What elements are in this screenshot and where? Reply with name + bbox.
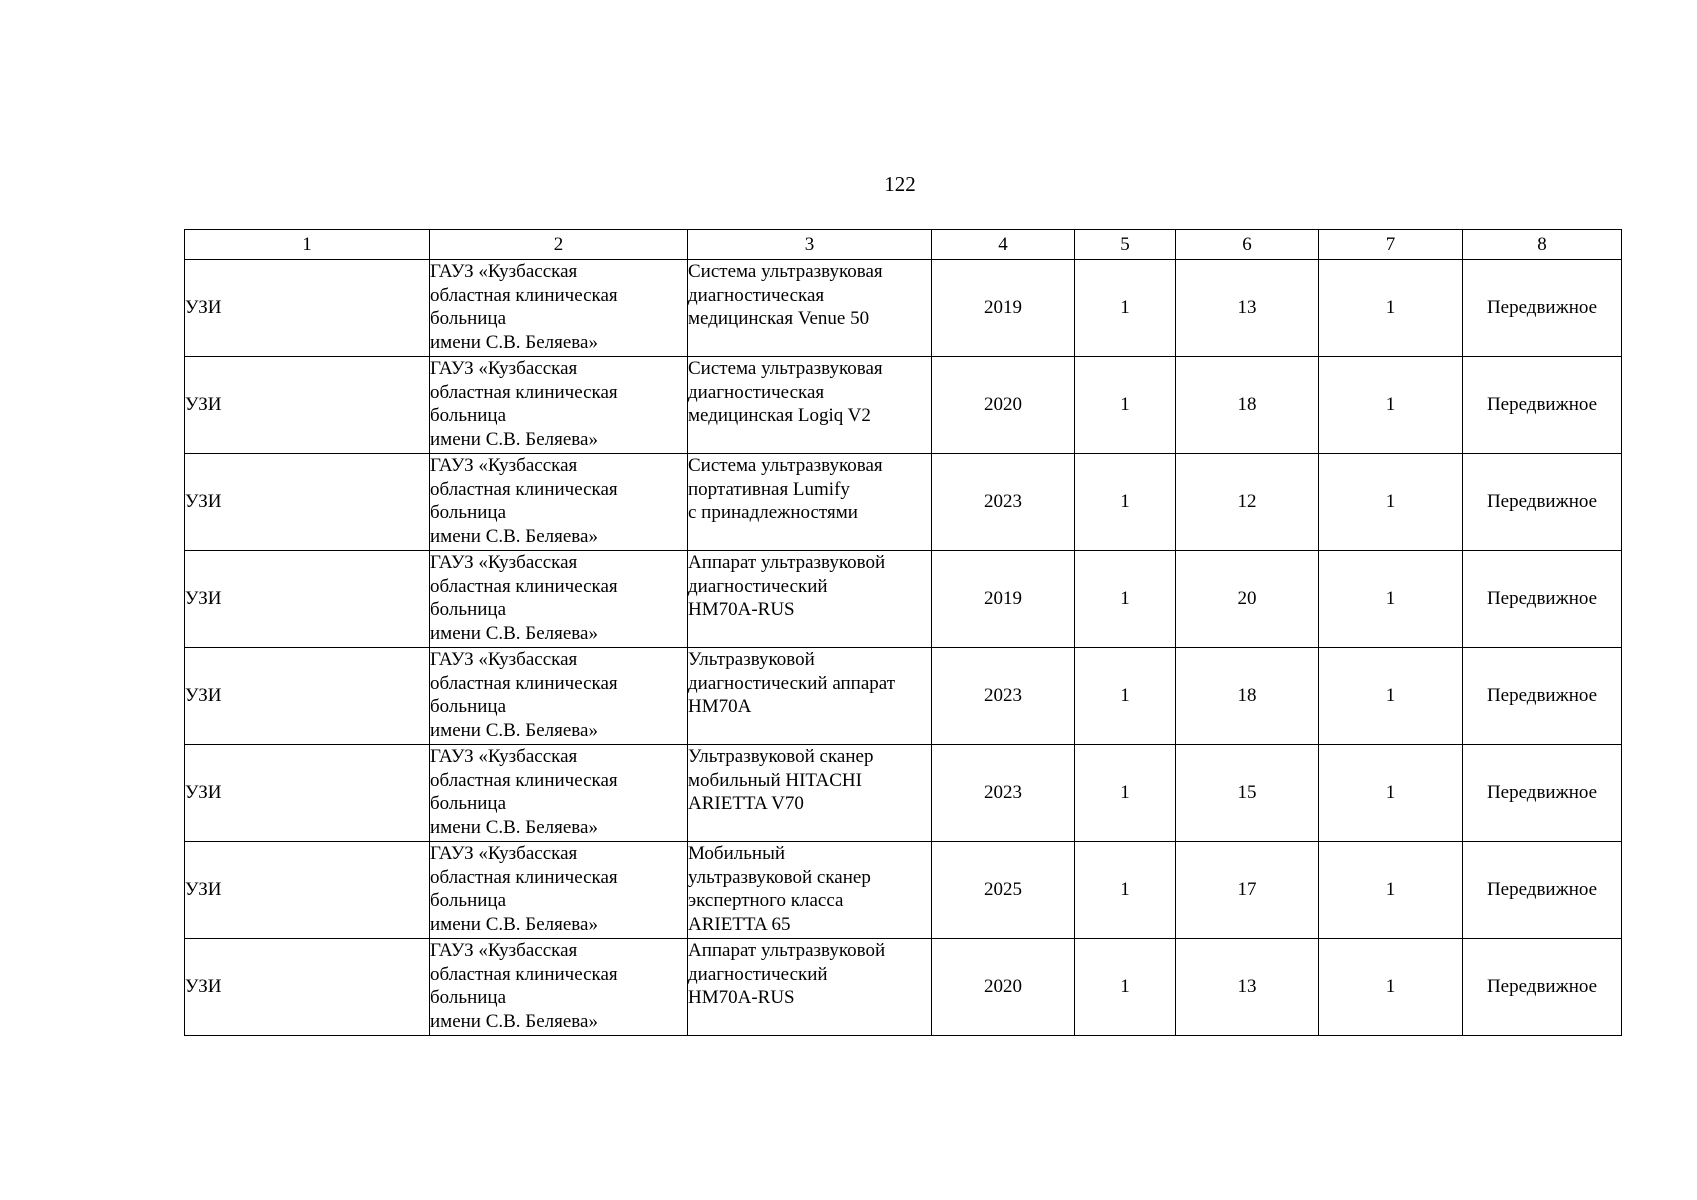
cell-col6: 18 — [1176, 648, 1319, 745]
cell-equipment-name — [688, 648, 932, 745]
table-body — [185, 260, 1622, 1036]
equipment-name-line: Аппарат ультразвуковой — [688, 552, 886, 573]
equipment-name-line: Ультразвуковой — [688, 649, 815, 670]
equipment-name-line: диагностический аппарат — [688, 672, 896, 694]
cell-exam-type: УЗИ — [185, 357, 430, 454]
organization-line: больница — [430, 308, 506, 329]
equipment-name-line: с принадлежностями — [688, 502, 858, 523]
equipment-name-line: экспертного класса — [688, 890, 844, 911]
equipment-name-line: Система ультразвуковая — [688, 358, 883, 379]
cell-equipment-name — [688, 842, 932, 939]
cell-equipment-name — [688, 357, 932, 454]
column-header-7: 7 — [1319, 230, 1463, 260]
cell-year: 2023 — [932, 648, 1075, 745]
organization-line: больница — [430, 890, 506, 911]
table-row — [185, 551, 1622, 648]
equipment-name-line: ARIETTA V70 — [688, 793, 804, 814]
column-header-8: 8 — [1463, 230, 1622, 260]
cell-col6: 13 — [1176, 260, 1319, 357]
cell-col5: 1 — [1075, 745, 1176, 842]
cell-col5: 1 — [1075, 260, 1176, 357]
cell-col6: 12 — [1176, 454, 1319, 551]
cell-equipment-name — [688, 260, 932, 357]
cell-exam-type: УЗИ — [185, 454, 430, 551]
cell-col7: 1 — [1319, 842, 1463, 939]
equipment-name-line: HM70A-RUS — [688, 599, 795, 620]
equipment-name-line: Ультразвуковой сканер — [688, 746, 874, 767]
table-header-row — [185, 230, 1622, 260]
cell-col7: 1 — [1319, 260, 1463, 357]
organization-line: областная клиническая — [430, 769, 618, 791]
cell-year: 2023 — [932, 745, 1075, 842]
equipment-name-line: диагностическая — [688, 284, 825, 306]
cell-placement: Передвижное — [1463, 454, 1622, 551]
cell-exam-type: УЗИ — [185, 260, 430, 357]
organization-line: больница — [430, 696, 506, 717]
equipment-name-line: ультразвуковой сканер — [688, 866, 871, 888]
column-header-4: 4 — [932, 230, 1075, 260]
organization-line: имени С.В. Беляева» — [430, 816, 598, 838]
cell-col6: 13 — [1176, 939, 1319, 1036]
cell-organization — [430, 551, 688, 648]
equipment-name-line: HM70A-RUS — [688, 987, 795, 1008]
cell-equipment-name — [688, 745, 932, 842]
cell-organization — [430, 842, 688, 939]
equipment-name-line: Система ультразвуковая — [688, 261, 883, 282]
equipment-name-line: диагностический — [688, 575, 828, 597]
organization-line: областная клиническая — [430, 575, 618, 597]
equipment-name-line: Система ультразвуковая — [688, 455, 883, 476]
cell-organization — [430, 745, 688, 842]
equipment-name-line: диагностический — [688, 963, 828, 985]
cell-placement: Передвижное — [1463, 551, 1622, 648]
cell-col5: 1 — [1075, 842, 1176, 939]
organization-line: имени С.В. Беляева» — [430, 719, 598, 741]
cell-col5: 1 — [1075, 551, 1176, 648]
organization-line: больница — [430, 987, 506, 1008]
cell-placement: Передвижное — [1463, 357, 1622, 454]
organization-line: областная клиническая — [430, 478, 618, 500]
cell-exam-type: УЗИ — [185, 648, 430, 745]
cell-year: 2020 — [932, 357, 1075, 454]
cell-equipment-name — [688, 551, 932, 648]
organization-line: больница — [430, 502, 506, 523]
column-header-3: 3 — [688, 230, 932, 260]
cell-col6: 18 — [1176, 357, 1319, 454]
organization-line: имени С.В. Беляева» — [430, 525, 598, 547]
cell-year: 2019 — [932, 260, 1075, 357]
organization-line: имени С.В. Беляева» — [430, 1010, 598, 1032]
equipment-name-line: HM70A — [688, 696, 752, 717]
page-number: 122 — [884, 172, 916, 196]
cell-col7: 1 — [1319, 745, 1463, 842]
column-header-2: 2 — [430, 230, 688, 260]
cell-col5: 1 — [1075, 939, 1176, 1036]
organization-line: ГАУЗ «Кузбасская — [430, 746, 578, 767]
equipment-name-line: медицинская Logiq V2 — [688, 405, 871, 426]
organization-line: ГАУЗ «Кузбасская — [430, 843, 578, 864]
equipment-name-line: диагностическая — [688, 381, 825, 403]
cell-year: 2020 — [932, 939, 1075, 1036]
cell-year: 2023 — [932, 454, 1075, 551]
cell-col7: 1 — [1319, 551, 1463, 648]
cell-organization — [430, 454, 688, 551]
cell-exam-type: УЗИ — [185, 842, 430, 939]
column-header-5: 5 — [1075, 230, 1176, 260]
cell-year: 2019 — [932, 551, 1075, 648]
table-row — [185, 357, 1622, 454]
organization-line: больница — [430, 405, 506, 426]
equipment-name-line: мобильный HITACHI — [688, 769, 862, 791]
cell-placement: Передвижное — [1463, 648, 1622, 745]
cell-col6: 17 — [1176, 842, 1319, 939]
table-row — [185, 842, 1622, 939]
organization-line: имени С.В. Беляева» — [430, 331, 598, 353]
equipment-name-line: ARIETTA 65 — [688, 913, 791, 935]
equipment-name-line: Аппарат ультразвуковой — [688, 940, 886, 961]
organization-line: областная клиническая — [430, 381, 618, 403]
equipment-name-line: Мобильный — [688, 843, 786, 864]
column-header-1: 1 — [185, 230, 430, 260]
organization-line: ГАУЗ «Кузбасская — [430, 649, 578, 670]
organization-line: имени С.В. Беляева» — [430, 428, 598, 450]
cell-col7: 1 — [1319, 454, 1463, 551]
organization-line: ГАУЗ «Кузбасская — [430, 261, 578, 282]
organization-line: областная клиническая — [430, 866, 618, 888]
cell-exam-type: УЗИ — [185, 939, 430, 1036]
cell-organization — [430, 939, 688, 1036]
organization-line: больница — [430, 599, 506, 620]
cell-placement: Передвижное — [1463, 745, 1622, 842]
table-row — [185, 260, 1622, 357]
equipment-table — [184, 229, 1622, 1036]
cell-col6: 20 — [1176, 551, 1319, 648]
organization-line: больница — [430, 793, 506, 814]
cell-col5: 1 — [1075, 454, 1176, 551]
cell-placement: Передвижное — [1463, 260, 1622, 357]
cell-year: 2025 — [932, 842, 1075, 939]
cell-col7: 1 — [1319, 648, 1463, 745]
cell-organization — [430, 648, 688, 745]
cell-organization — [430, 357, 688, 454]
organization-line: ГАУЗ «Кузбасская — [430, 455, 578, 476]
column-header-6: 6 — [1176, 230, 1319, 260]
cell-col7: 1 — [1319, 939, 1463, 1036]
organization-line: областная клиническая — [430, 284, 618, 306]
cell-placement: Передвижное — [1463, 842, 1622, 939]
cell-equipment-name — [688, 939, 932, 1036]
cell-col5: 1 — [1075, 357, 1176, 454]
organization-line: ГАУЗ «Кузбасская — [430, 940, 578, 961]
table-row — [185, 454, 1622, 551]
organization-line: имени С.В. Беляева» — [430, 622, 598, 644]
table-row — [185, 648, 1622, 745]
equipment-name-line: портативная Lumify — [688, 478, 850, 500]
organization-line: областная клиническая — [430, 963, 618, 985]
cell-col7: 1 — [1319, 357, 1463, 454]
cell-exam-type: УЗИ — [185, 551, 430, 648]
cell-col5: 1 — [1075, 648, 1176, 745]
organization-line: ГАУЗ «Кузбасская — [430, 552, 578, 573]
organization-line: областная клиническая — [430, 672, 618, 694]
table-row — [185, 745, 1622, 842]
cell-col6: 15 — [1176, 745, 1319, 842]
cell-placement: Передвижное — [1463, 939, 1622, 1036]
organization-line: имени С.В. Беляева» — [430, 913, 598, 935]
equipment-name-line: медицинская Venue 50 — [688, 308, 870, 329]
cell-equipment-name — [688, 454, 932, 551]
table-row — [185, 939, 1622, 1036]
organization-line: ГАУЗ «Кузбасская — [430, 358, 578, 379]
cell-exam-type: УЗИ — [185, 745, 430, 842]
cell-organization — [430, 260, 688, 357]
